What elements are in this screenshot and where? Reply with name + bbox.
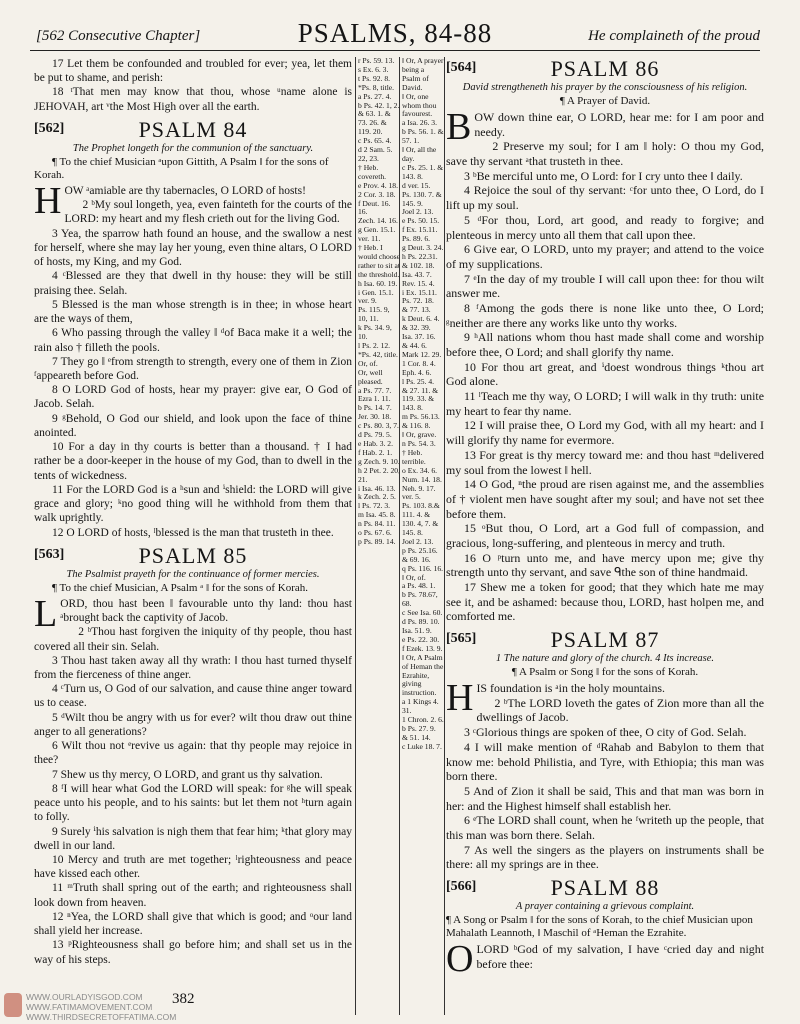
cross-reference-note: 1 Cor. 8. 4.: [402, 358, 436, 368]
cross-reference-note: q Ps. 116. 16.: [402, 563, 444, 573]
watermark-line: WWW.OURLADYISGOD.COM: [26, 992, 143, 1002]
cross-reference-note: *Ps. 8, title.: [358, 82, 395, 92]
psalm-87-heading: [446, 628, 764, 652]
cross-reference-note: k Ps. 34. 9, 10.: [358, 323, 392, 342]
cross-reference-note: Rev. 15. 4.: [402, 278, 435, 288]
watermark-line: WWW.FATIMAMOVEMENT.COM: [26, 1002, 153, 1012]
verse: 6 Who passing through the valley ‖ ᵈof Baca make it a well; the rain also † filleth the pools.: [34, 327, 352, 354]
psalm-84-heading: [34, 118, 352, 142]
verse: 2 ᵇMy soul longeth, yea, even fainteth for the courts of the LORD: my heart and my flesh crieth out for the living God.: [64, 199, 352, 226]
verse: 11 ˡTeach me thy way, O LORD; I will walk in thy truth: unite my heart to fear thy name.: [446, 389, 764, 418]
cross-reference-note: Isa. 51. 9.: [402, 626, 432, 635]
cross-reference-note: l Ps. 25. 4.: [402, 376, 435, 386]
cross-reference-note: ‖ Or, grave.: [402, 430, 437, 440]
cross-reference-note: c Ps. 80. 3, 7.: [358, 421, 399, 431]
cross-reference-note: & 51. 14.: [402, 732, 431, 742]
cross-reference-note: & 27. 11. &: [402, 385, 439, 395]
verse: 6 Give ear, O LORD, unto my prayer; and attend to the voice of my supplications.: [446, 242, 764, 271]
cross-reference-note: i Gen. 15.1. ver. 9.: [358, 287, 394, 306]
cross-reference-note: r Ps. 59. 13.: [358, 57, 395, 65]
left-text-column: [34, 57, 352, 967]
verse: 12 I will praise thee, O Lord my God, with all my heart: and I will glorify thy name for evermore.: [446, 418, 764, 448]
cross-reference-note: 143. 8.: [402, 403, 423, 413]
verse: 5 ᵈWilt thou be angry with us for ever? wilt thou draw out thine anger to all generations?: [34, 711, 352, 738]
drop-cap: O: [446, 938, 474, 980]
cross-reference-note: † Heb. terrible.: [402, 447, 426, 466]
verse: 13 For great is thy mercy toward me: and thou hast ᵐdelivered my soul from the lowest ‖ hell.: [446, 447, 764, 477]
verse: 9 Surely ⁱhis salvation is nigh them that fear him; ᵏthat glory may dwell in our land.: [34, 825, 352, 852]
cross-reference-note: h Ps. 22.31. & 102. 18.: [402, 251, 438, 270]
cross-reference-note: 2 Cor. 3. 18.: [358, 189, 396, 199]
verse: 11 ᵐTruth shall spring out of the earth; and righteousness shall look down from heaven.: [34, 882, 352, 909]
cross-reference-note: a 1 Kings 4. 31.: [402, 697, 439, 716]
cross-reference-note: p Ps. 25.16.: [402, 545, 438, 555]
psalm-superscription: ¶ A Prayer of David.: [559, 95, 651, 107]
verse: 4 ᶜTurn us, O God of our salvation, and cause thine anger toward us to cease.: [34, 683, 352, 710]
psalm-superscription: ¶ To the chief Musician ᵃupon Gittith, A Psalm ‖ for the sons of Korah.: [34, 155, 329, 181]
cross-reference-note: 119. 33. &: [402, 394, 435, 404]
verse: 8 ᶠAmong the gods there is none like unto thee, O Lord; ᵍneither are there any works like unto thy works.: [446, 300, 764, 330]
verse: 9 ᵍBehold, O God our shield, and look upon the face of thine anointed.: [34, 412, 352, 439]
verse: 4 ᶜBlessed are they that dwell in thy house: they will be still praising thee. Selah.: [34, 270, 352, 297]
cross-reference-note: Ps. 130. 7. & 145. 9.: [402, 189, 442, 208]
cross-reference-note: Zech. 14. 16.: [358, 216, 398, 226]
cross-reference-note: h Isa. 60. 19.: [358, 278, 398, 288]
verse: 17 Let them be confounded and troubled for ever; yea, let them be put to shame, and perish:: [34, 58, 352, 85]
cross-reference-note: & 44. 6.: [402, 341, 427, 350]
cross-reference-note: & 116. 8.: [402, 421, 431, 431]
psalm-superscription: ¶ To the chief Musician, A Psalm ᵃ ‖ for the sons of Korah.: [52, 581, 309, 594]
cross-reference-note: f Deut. 16. 16.: [358, 198, 391, 217]
cross-reference-note: ‖ Or, A Psalm of Heman the Ezrahite, giving instruction.: [402, 652, 444, 698]
cross-reference-note: 145. 8.: [402, 528, 423, 538]
cross-reference-note: b Ps. 42. 1, 2. & 63. 1. & 73. 26. & 119. 20.: [358, 100, 400, 137]
cross-reference-note: & 32. 39.: [402, 323, 431, 333]
psalm-summary: The Prophet longeth for the communion of the sanctuary.: [72, 142, 314, 154]
verse: 6 Wilt thou not ᵉrevive us again: that thy people may rejoice in thee?: [34, 740, 352, 767]
drop-cap: L: [34, 592, 58, 635]
psalm-superscription: ¶ A Song or Psalm ‖ for the sons of Korah, to the chief Musician upon Mahalath Leannoth, ‖ Maschil of ᵃHeman the Ezrahite.: [446, 914, 753, 939]
cross-reference-note: Num. 14. 18.: [402, 474, 442, 484]
psalm-consecutive-number: [565]: [446, 631, 477, 647]
verse: 11 For the LORD God is a ʰsun and ⁱshield: the LORD will give grace and glory; ᵏno good thing will he withhold from them that walk uprightly.: [34, 483, 352, 525]
verse: 12 ⁿYea, the LORD shall give that which is good; and ᵒour land shall yield her increase.: [34, 910, 352, 938]
seal-logo: [4, 993, 22, 1017]
cross-reference-note: Or, well pleased.: [358, 367, 383, 386]
verse: HOW ᵃamiable are thy tabernacles, O LORD of hosts!: [34, 179, 306, 222]
cross-reference-note: 1 Chron. 2. 6.: [402, 715, 444, 725]
cross-reference-note: † Heb. I would choose rather to sit at the threshold.: [358, 243, 400, 279]
cross-reference-note: f Ex. 15.11.: [402, 225, 438, 235]
verse: 18 ᵗThat men may know that thou, whose ᵘname alone is JEHOVAH, art ᵛthe Most High over all the earth.: [34, 86, 352, 113]
verse: 14 O God, ⁿthe proud are risen against me, and the assemblies of † violent men have sought after my soul; and have not set thee before them.: [446, 477, 764, 521]
cross-reference-note: h 2 Pet. 2. 20, 21.: [358, 465, 400, 484]
psalm-85-heading: [34, 544, 352, 568]
verse: 9 ʰAll nations whom thou hast made shall come and worship before thee, O Lord; and shall glorify thy name.: [446, 330, 764, 359]
page-number: 382: [172, 991, 195, 1007]
cross-reference-note: Eph. 4. 6.: [402, 367, 432, 377]
psalm-summary: A prayer containing a grievous complaint.: [515, 901, 695, 912]
cross-reference-note: c Luke 18. 7.: [402, 741, 442, 751]
drop-cap: H: [446, 677, 474, 720]
page-header: [30, 16, 760, 51]
cross-reference-note: o Ps. 67. 6.: [358, 528, 392, 538]
psalm-title: PSALM 86: [550, 56, 660, 81]
cross-reference-note: Ps. 89. 6.: [402, 234, 431, 244]
right-text-column: [446, 56, 764, 980]
cross-reference-note: n Ps. 54. 3.: [402, 438, 436, 448]
cross-reference-note: b Ps. 27. 9.: [402, 723, 436, 733]
cross-reference-note: o Ex. 34. 6.: [402, 465, 438, 475]
psalm-superscription: ¶ A Psalm or Song ‖ for the sons of Korah.: [511, 666, 699, 679]
cross-reference-note: d 2 Sam. 5. 22, 23.: [358, 145, 393, 163]
cross-reference-note: g Deut. 3. 24.: [402, 243, 444, 253]
verse: 5 ᵈFor thou, Lord, art good, and ready to forgive; and plenteous in mercy unto all them that call upon thee.: [446, 212, 764, 242]
cross-reference-note: Joel 2. 13.: [402, 536, 434, 546]
cross-reference-note: Mark 12. 29.: [402, 349, 442, 359]
cross-reference-note: a Isa. 26. 3.: [402, 118, 438, 128]
verse: 5 And of Zion it shall be said, This and that man was born in her: and the Highest himself shall establish her.: [446, 783, 764, 813]
cross-reference-note: e Prov. 4. 18.: [358, 180, 399, 190]
running-title: PSALMS, 84-88: [297, 18, 493, 48]
cross-reference-note: e Hab. 3. 2.: [358, 438, 394, 448]
verse: 7 ᵉIn the day of my trouble I will call upon thee: for thou wilt answer me.: [446, 271, 764, 301]
verse: 4 I will make mention of ᵈRahab and Babylon to them that know me: behold Philistia, and Tyre, with Ethiopia; this man was born there.: [446, 739, 764, 784]
verse: 2 ᵇThe LORD loveth the gates of Zion more than all the dwellings of Jacob.: [476, 695, 764, 725]
cross-reference-note: g Zech. 9. 10.: [358, 456, 400, 466]
verse: 13 ᵖRighteousness shall go before him; and shall set us in the way of his steps.: [34, 939, 352, 966]
cross-reference-note: a Ps. 77. 7. Ezra 1. 11.: [358, 385, 392, 404]
cross-reference-note: ‖ Or, A prayer being a Psalm of David.: [402, 57, 444, 92]
psalm-88-heading: [446, 876, 764, 900]
cross-reference-note: Isa. 43. 7.: [402, 269, 432, 279]
psalm-consecutive-number: [566]: [446, 879, 477, 894]
psalm-summary: David strengtheneth his prayer by the consciousness of his religion.: [462, 82, 748, 93]
verse: 10 For thou art great, and ⁱdoest wondrous things ᵏthou art God alone.: [446, 359, 764, 389]
verse: 4 Rejoice the soul of thy servant: ᶜfor unto thee, O Lord, do I lift up my soul.: [446, 183, 764, 213]
cross-reference-note: e Ps. 50. 15.: [402, 216, 440, 226]
psalm-title: PSALM 84: [138, 116, 248, 142]
cross-reference-note: c Ps. 65. 4.: [358, 136, 392, 146]
psalm-consecutive-number: [564]: [446, 60, 477, 75]
verse: 3 Yea, the sparrow hath found an house, and the swallow a nest for herself, where she may lay her young, even thine altars, O LORD of hosts, my King, and my God.: [34, 227, 352, 269]
drop-cap: H: [34, 179, 62, 222]
verse: 7 As well the singers as the players on instruments shall be there: all my springs are in thee.: [446, 842, 764, 872]
verse: 6 ᵉThe LORD shall count, when he ᶠwriteth up the people, that this man was born there. Selah.: [446, 813, 764, 842]
verse: BOW down thine ear, O LORD, hear me: for I am poor and needy.: [446, 106, 764, 148]
cross-reference-note: m Isa. 45. 8.: [358, 510, 396, 520]
verse: 10 Mercy and truth are met together; ˡrighteousness and peace have kissed each other.: [34, 854, 352, 881]
cross-reference-note: ver. 5.: [402, 492, 421, 502]
cross-reference-note: 130. 4, 7. &: [402, 519, 439, 529]
cross-reference-note: g Gen. 15.1. ver. 11.: [358, 225, 396, 244]
verse: 17 Shew me a token for good; that they which hate me may see it, and be ashamed: because thou, LORD, hast holpen me, and comforted me.: [446, 580, 764, 624]
verse: 12 O LORD of hosts, ˡblessed is the man that trusteth in thee.: [52, 526, 334, 539]
cross-reference-note: p Ps. 89. 14.: [358, 536, 396, 546]
cross-reference-note: l Ps. 2. 12.: [358, 341, 391, 350]
cross-reference-note: k Deut. 6. 4.: [402, 314, 440, 324]
cross-reference-note: f Hab. 2. 1.: [358, 447, 393, 457]
verse: 15 ᵒBut thou, O Lord, art a God full of compassion, and gracious, long-suffering, and plenteous in mercy and truth.: [446, 521, 764, 550]
verse: 3 ᵇBe merciful unto me, O Lord: for I cry unto thee ‖ daily.: [464, 168, 743, 183]
psalm-summary: The Psalmist prayeth for the continuance of former mercies.: [66, 568, 320, 580]
cross-reference-note: & 69. 16.: [402, 554, 431, 564]
verse: 2 ᵇThou hast forgiven the iniquity of thy people, thou hast covered all their sin. Selah.: [34, 626, 352, 653]
cross-reference-note: e Ps. 22. 30.: [402, 634, 440, 644]
verse: 7 Shew us thy mercy, O LORD, and grant us thy salvation.: [52, 768, 323, 781]
psalm-consecutive-number: [562]: [34, 120, 65, 136]
cross-reference-note: d Ps. 79. 5.: [358, 430, 392, 440]
cross-reference-note: c See Isa. 60.: [402, 608, 443, 618]
consecutive-chapter-label: [562 Consecutive Chapter]: [36, 28, 201, 44]
psalm-title: PSALM 85: [138, 542, 248, 568]
cross-reference-note: d ver. 15.: [402, 180, 431, 190]
cross-reference-note: ‖ Or, one whom thou favourest.: [402, 91, 437, 119]
verse: 2 Preserve my soul; for I am ‖ holy: O thou my God, save thy servant ᵃthat trusteth in thee.: [446, 139, 764, 169]
cross-reference-note: d Ps. 89. 10.: [402, 617, 440, 627]
cross-reference-note: Neh. 9. 17.: [402, 483, 436, 493]
cross-reference-note: † Heb. covereth.: [358, 162, 387, 181]
cross-reference-note: Isa. 37. 16.: [402, 332, 436, 342]
verse: 10 For a day in thy courts is better than a thousand. † I had rather be a door-keeper in the house of my God, than to dwell in the tents of wickedness.: [34, 441, 352, 482]
verse: 8 ᶠI will hear what God the LORD will speak: for ᵍhe will speak peace unto his people, and to his saints: but let them not ʰturn again to folly.: [34, 782, 352, 824]
website-watermark: [26, 992, 176, 1022]
cross-reference-note: m Ps. 56.13.: [402, 412, 440, 422]
cross-reference-note: & 77. 13.: [402, 305, 431, 315]
cross-reference-note: 111. 4. &: [402, 510, 431, 520]
verse: 7 They go ‖ ᵉfrom strength to strength, every one of them in Zion ᶠappeareth before God.: [34, 355, 352, 382]
watermark-line: WWW.THIRDSECRETOFFATIMA.COM: [26, 1012, 177, 1022]
cross-reference-note: ‖ Or, of.: [402, 572, 426, 582]
verse: HIS foundation is ᵃin the holy mountains.: [446, 677, 665, 720]
cross-reference-note: a Ps. 48. 1.: [402, 581, 436, 591]
verse: 8 O LORD God of hosts, hear my prayer: give ear, O God of Jacob. Selah.: [34, 384, 352, 411]
verse: 5 Blessed is the man whose strength is in thee; in whose heart are the ways of them,: [34, 298, 352, 326]
cross-reference-note: c Ps. 25. 1. & 143. 8.: [402, 162, 444, 181]
cross-reference-note: s Ex. 6. 3.: [358, 64, 389, 74]
cross-reference-note: *Ps. 42, title.: [358, 349, 398, 359]
drop-cap: B: [446, 106, 472, 148]
verse: 3 ᶜGlorious things are spoken of thee, O city of God. Selah.: [464, 725, 747, 740]
verse: OLORD ᵇGod of my salvation, I have ᶜcried day and night before thee:: [446, 938, 764, 980]
verse: 16 O ᵖturn unto me, and have mercy upon me; give thy strength unto thy servant, and save ᑫthe son of thine handmaid.: [446, 550, 764, 580]
cross-reference-note: ‖ Or, all the day.: [402, 145, 437, 163]
cross-reference-note: b Ps. 56. 1. & 57. 1.: [402, 127, 444, 146]
cross-reference-note: Jer. 30. 18.: [358, 412, 392, 422]
verse: 3 Thou hast taken away all thy wrath: ‖ thou hast turned thyself from the fierceness of thine anger.: [34, 654, 352, 681]
running-headline: He complaineth of the proud: [588, 28, 760, 44]
cross-reference-note: b Ps. 78.67, 68.: [402, 590, 438, 609]
cross-reference-note: n Ps. 84. 11.: [358, 519, 396, 529]
psalm-consecutive-number: [563]: [34, 546, 65, 562]
cross-reference-column-left: [355, 57, 400, 1015]
cross-reference-note: Ps. 103. 8.&: [402, 501, 440, 511]
cross-reference-note: Ps. 72. 18.: [402, 296, 434, 306]
verse: LORD, thou hast been ‖ favourable unto thy land: thou hast ᵃbrought back the captivity of Jacob.: [34, 592, 352, 635]
psalm-86-heading: [446, 57, 764, 81]
cross-reference-note: k Zech. 2. 5.: [358, 492, 396, 502]
cross-reference-note: Joel 2. 13.: [402, 207, 434, 217]
cross-reference-note: Or, of.: [358, 358, 378, 368]
cross-reference-note: i Isa. 46. 13.: [358, 483, 396, 493]
cross-reference-note: i Ex. 15.11.: [402, 287, 437, 297]
cross-reference-note: b Ps. 14. 7.: [358, 403, 392, 413]
psalm-summary: 1 The nature and glory of the church. 4 Its increase.: [495, 653, 715, 665]
cross-reference-note: f Ezek. 13. 9.: [402, 643, 443, 653]
cross-reference-note: t Ps. 92. 8.: [358, 73, 391, 83]
psalm-title: PSALM 87: [550, 627, 660, 653]
cross-reference-column-right: [399, 57, 445, 1015]
cross-reference-note: l Ps. 72. 3.: [358, 501, 391, 511]
cross-reference-note: Ps. 115. 9, 10, 11.: [358, 305, 390, 324]
psalm-title: PSALM 88: [550, 875, 660, 900]
cross-reference-note: a Ps. 27. 4.: [358, 91, 392, 101]
